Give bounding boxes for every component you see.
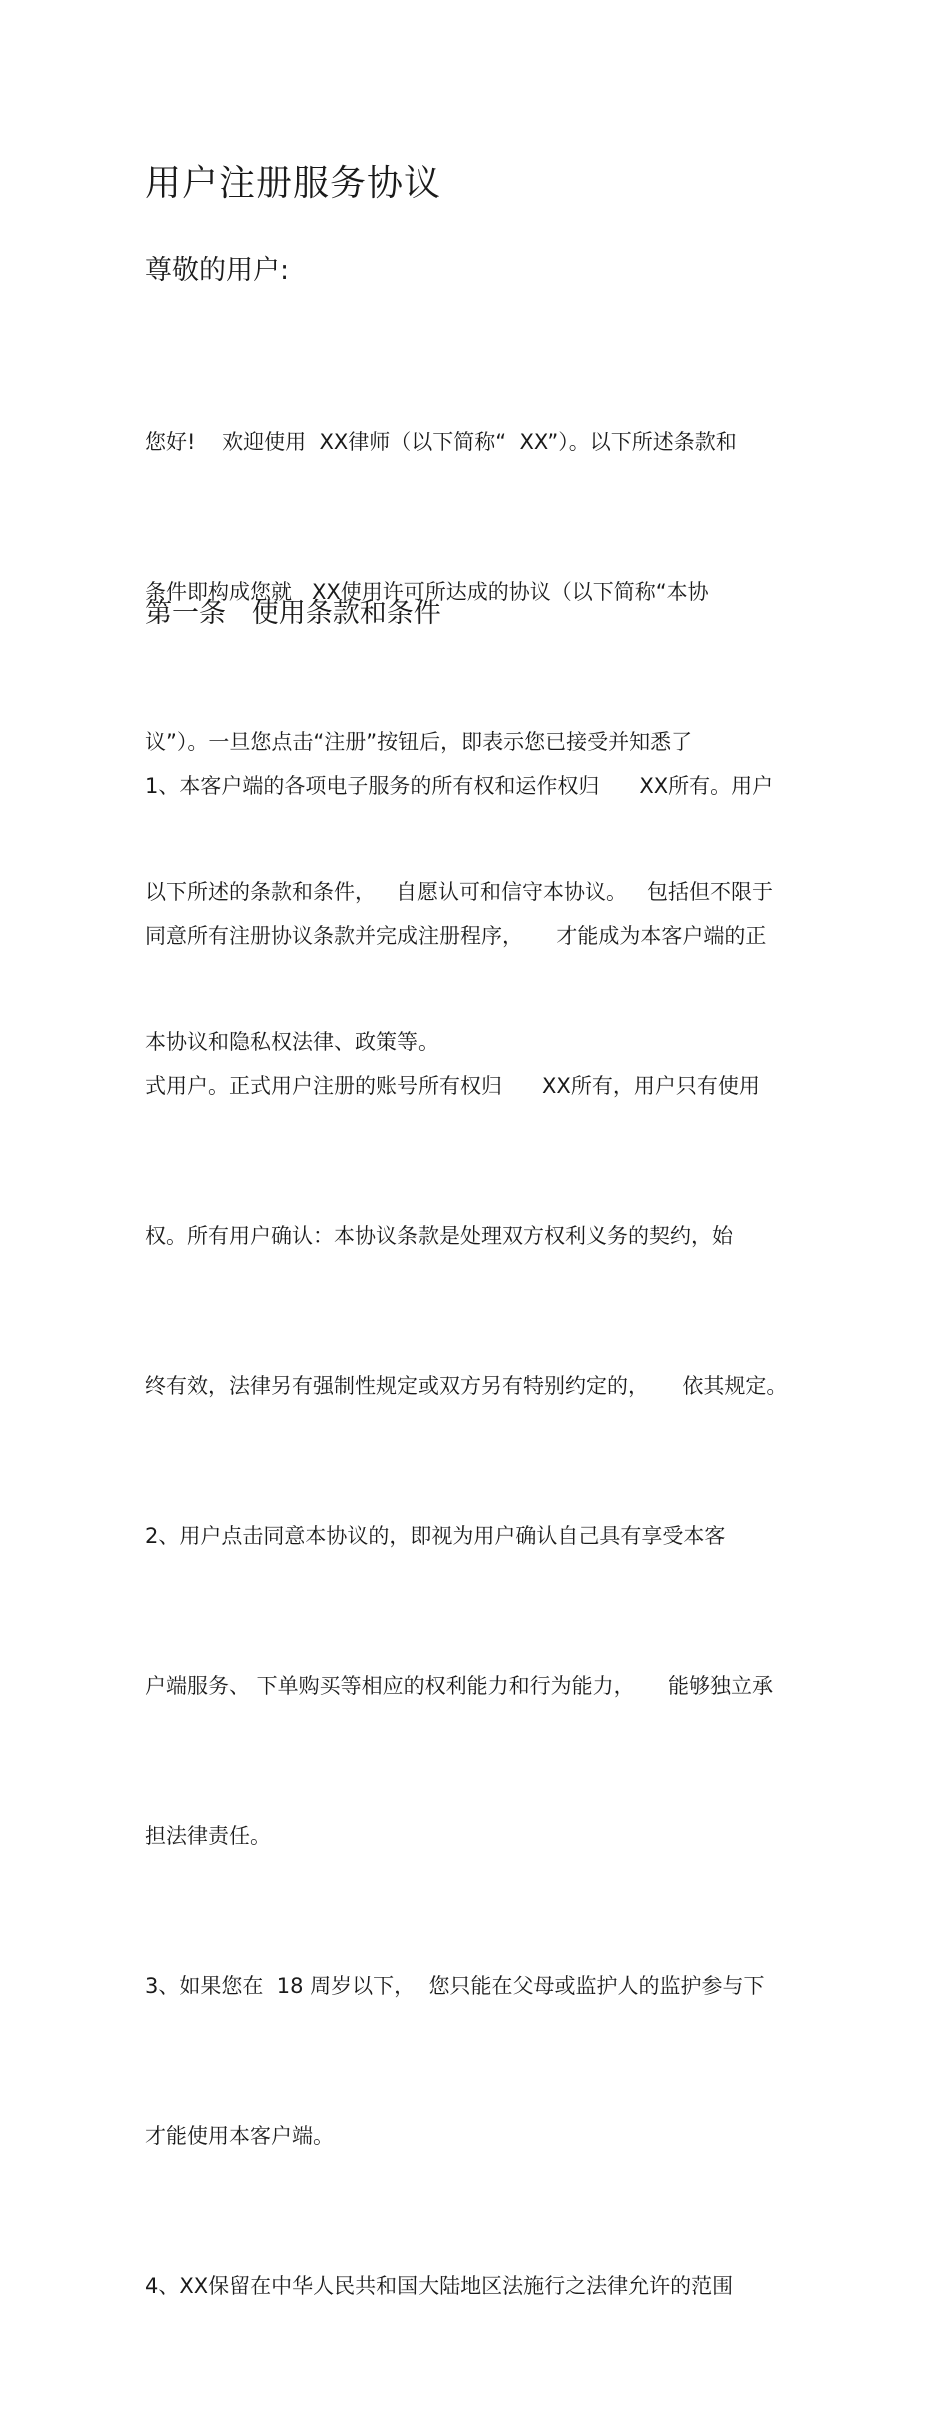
text-line: 条件即构成您就 XX使用许可所达成的协议（以下简称“本协: [145, 580, 709, 604]
clauses-paragraph: [145, 661, 787, 2411]
text-line: 同意所有注册协议条款并完成注册程序， 才能成为本客户端的正: [145, 924, 767, 948]
text-line: 本协议和隐私权法律、政策等。: [145, 1030, 439, 1054]
text-line: 4、XX保留在中华人民共和国大陆地区法施行之法律允许的范围: [145, 2274, 734, 2298]
text-line: 1、本客户端的各项电子服务的所有权和运作权归 XX所有。用户: [145, 774, 774, 798]
text-line: 2、用户点击同意本协议的，即视为用户确认自己具有享受本客: [145, 1524, 726, 1548]
section-title: 第一条 使用条款和条件: [145, 598, 441, 629]
text-line: 终有效，法律另有强制性规定或双方另有特别约定的， 依其规定。: [145, 1374, 788, 1398]
text-line: 议”）。一旦您点击“注册”按钮后，即表示您已接受并知悉了: [145, 730, 693, 754]
text-line: 权。所有用户确认：本协议条款是处理双方权利义务的契约，始: [145, 1224, 733, 1248]
text-line: 您好! 欢迎使用 XX律师（以下简称“ XX”）。以下所述条款和: [145, 430, 737, 454]
text-line: 式用户。正式用户注册的账号所有权归 XX所有，用户只有使用: [145, 1074, 760, 1098]
text-line: 担法律责任。: [145, 1824, 271, 1848]
salutation: 尊敬的用户:: [145, 255, 290, 286]
text-line: 户端服务、 下单购买等相应的权利能力和行为能力， 能够独立承: [145, 1674, 774, 1698]
text-line: 以下所述的条款和条件， 自愿认可和信守本协议。 包括但不限于: [145, 880, 774, 904]
text-line: 才能使用本客户端。: [145, 2124, 334, 2148]
text-line: 3、如果您在 18 周岁以下， 您只能在父母或监护人的监护参与下: [145, 1974, 765, 1998]
page-title: 用户注册服务协议: [145, 163, 442, 204]
